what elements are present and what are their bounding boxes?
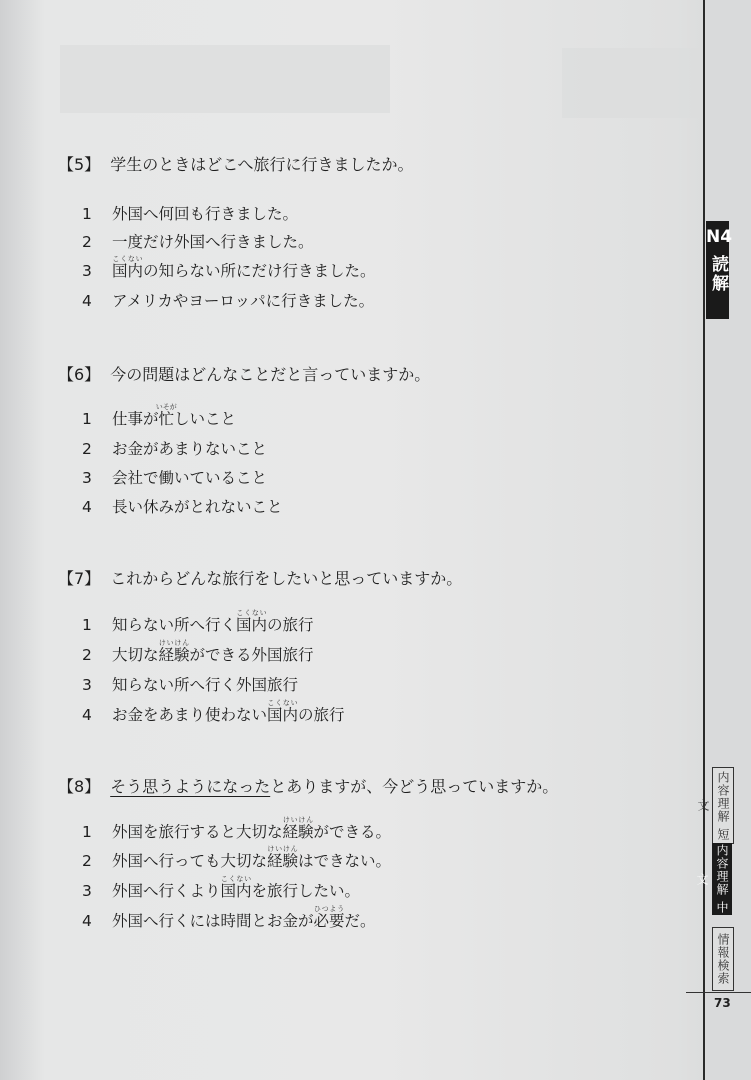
option-5-1: 1 外国へ何回も行きました。 — [82, 205, 299, 223]
option-8-2: 2 外国へ行っても大切な経験けいけんはできない。 — [82, 845, 392, 870]
question-number: 【7】 — [58, 569, 101, 588]
page-number-rule — [686, 992, 751, 993]
furigana: 経験けいけん — [158, 639, 190, 664]
level-label: N4 — [706, 227, 733, 247]
option-5-4: 4 アメリカやヨーロッパに行きました。 — [82, 292, 375, 310]
furigana: 必要ひつよう — [313, 905, 345, 930]
question-number: 【8】 — [58, 777, 101, 796]
question-prompt: 今の問題はどんなことだと言っていますか。 — [110, 365, 431, 384]
question-prompt: 学生のときはどこへ旅行に行きましたか。 — [110, 155, 414, 174]
question-6 — [58, 362, 430, 385]
page-number: 73 — [714, 996, 731, 1010]
margin-rule — [703, 0, 705, 1080]
option-6-2: 2 お金があまりないこと — [82, 440, 268, 458]
margin-strip — [706, 0, 751, 1080]
furigana: 国内こくない — [236, 609, 268, 634]
furigana: 国内こくない — [267, 699, 299, 724]
furigana: 忙いそが — [155, 403, 177, 428]
question-8 — [58, 774, 558, 797]
option-7-1: 1 知らない所へ行く国内こくないの旅行 — [82, 609, 314, 634]
section-tab-medium-text: 内容理解 中文 — [712, 843, 732, 915]
level-tab — [706, 221, 733, 319]
option-7-4: 4 お金をあまり使わない国内こくないの旅行 — [82, 699, 345, 724]
furigana: 経験けいけん — [282, 816, 314, 841]
furigana: 国内こくない — [220, 875, 252, 900]
question-number: 【5】 — [58, 155, 101, 174]
question-7 — [58, 566, 462, 589]
option-6-3: 3 会社で働いていること — [82, 469, 268, 487]
option-7-2: 2 大切な経験けいけんができる外国旅行 — [82, 639, 314, 664]
section-tab-info-search: 情報検索 — [712, 927, 734, 991]
question-prompt: これからどんな旅行をしたいと思っていますか。 — [110, 569, 463, 588]
question-prompt: とありますが、今どう思っていますか。 — [270, 777, 559, 796]
option-7-3: 3 知らない所へ行く外国旅行 — [82, 676, 299, 694]
question-number: 【6】 — [58, 365, 101, 384]
underlined-phrase: そう思うようになった — [110, 777, 271, 796]
skill-label: 読解 — [708, 255, 728, 293]
option-6-1: 1 仕事が忙いそがしいこと — [82, 403, 237, 428]
show-through-block — [562, 48, 702, 118]
option-8-3: 3 外国へ行くより国内こくないを旅行したい。 — [82, 875, 361, 900]
furigana: 経験けいけん — [267, 845, 299, 870]
show-through-table — [60, 45, 390, 113]
option-5-3: 3 国内こくないの知らない所にだけ行きました。 — [82, 255, 376, 280]
section-tab-short-text: 内容理解 短文 — [712, 767, 734, 844]
option-5-2: 2 一度だけ外国へ行きました。 — [82, 233, 314, 251]
option-8-1: 1 外国を旅行すると大切な経験けいけんができる。 — [82, 816, 392, 841]
option-8-4: 4 外国へ行くには時間とお金が必要ひつようだ。 — [82, 905, 376, 930]
furigana: 国内こくない — [112, 255, 144, 280]
question-5 — [58, 152, 414, 175]
option-6-4: 4 長い休みがとれないこと — [82, 498, 283, 516]
